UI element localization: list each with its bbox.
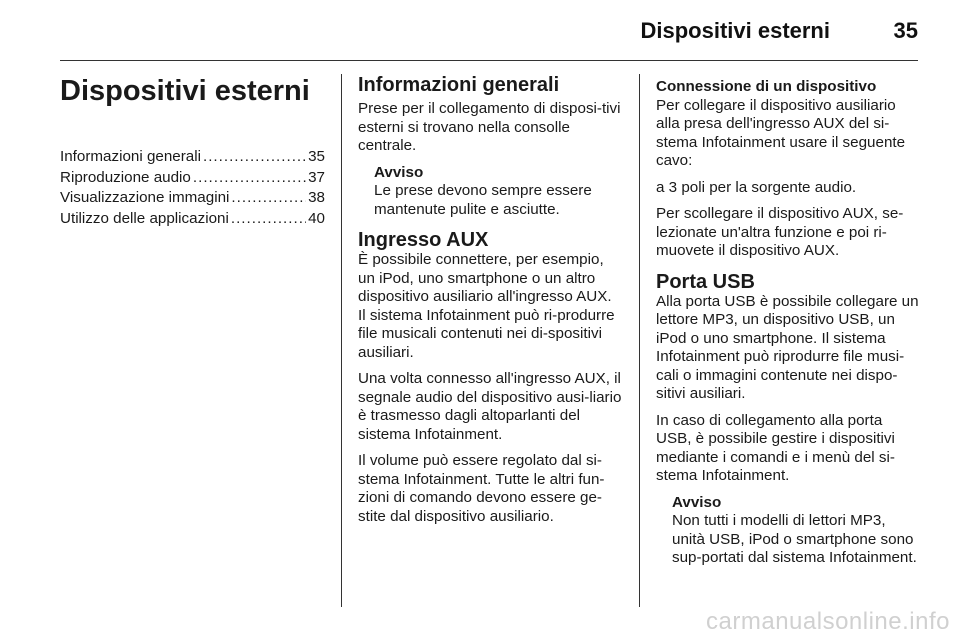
note-title: Avviso [672, 493, 722, 511]
column-divider-2 [639, 74, 640, 607]
column-general [358, 74, 623, 534]
toc-page: 35 [308, 148, 325, 165]
toc-entry[interactable] [60, 189, 325, 208]
section-heading-aux: Ingresso AUX [358, 229, 489, 251]
section-heading-connection: Connessione di un dispositivo [656, 78, 877, 95]
toc-label: Visualizzazione immagini [60, 189, 230, 206]
aux-paragraph: Una volta connesso all'ingresso AUX, il segnale audio del dispositivo ausi-liario è trasmesso dagli altoparlanti del sistema Infotainment. [358, 370, 622, 443]
section-heading-usb: Porta USB [656, 270, 755, 293]
toc-entry[interactable] [60, 148, 325, 167]
toc-leader [203, 148, 306, 167]
toc-leader [193, 169, 306, 188]
note-text: Non tutti i modelli di lettori MP3, unità USB, iPod o smartphone sono sup-portati dal sistema Infotainment. [672, 512, 917, 566]
usb-paragraph: Alla porta USB è possibile collegare un lettore MP3, un dispositivo USB, un iPod o uno smartphone. Il sistema Infotainment può riprodurre file musi-cali o immagini contenute nei dispo-sitivi ausiliari. [656, 292, 919, 402]
connection-paragraph: Per scollegare il dispositivo AUX, se-lezionate un'altra funzione e poi ri-muovete il dispositivo AUX. [656, 205, 904, 259]
connection-paragraph: Per collegare il dispositivo ausiliario alla presa dell'ingresso AUX del si-stema Infotainment usare il seguente cavo: [656, 96, 906, 169]
column-connection-usb [656, 74, 921, 576]
toc-page: 38 [308, 189, 325, 206]
toc-page: 37 [308, 168, 325, 186]
note-text: Le prese devono sempre essere mantenute pulite e asciutte. [374, 182, 592, 218]
note-box [358, 164, 623, 220]
page-number: 35 [893, 18, 918, 43]
connection-paragraph: a 3 poli per la sorgente audio. [656, 178, 857, 196]
section-heading-general: Informazioni generali [358, 74, 560, 96]
page-header-title: Dispositivi esterni [640, 18, 830, 43]
toc-page: 40 [308, 209, 325, 227]
toc-entry[interactable] [60, 210, 325, 229]
usb-paragraph: In caso di collegamento alla porta USB, è possibile gestire i dispositivi mediante i comandi e i menù del si-stema Infotainment. [656, 411, 895, 484]
watermark-url: carmanualsonline.info [706, 608, 950, 635]
general-intro: Prese per il collegamento di disposi-tivi esterni si trovano nella consolle centrale. [358, 100, 621, 154]
aux-paragraph: Il volume può essere regolato dal si-stema Infotainment. Tutte le altri fun-zioni di comando devono essere ge-stite dal dispositivo ausiliario. [358, 452, 605, 525]
aux-paragraph: È possibile connettere, per esempio, un iPod, uno smartphone o un altro dispositivo ausiliario all'ingresso AUX. Il sistema Infotainment può ri-produrre file musicali contenuti nei di-spositivi ausiliari. [358, 251, 615, 361]
note-title: Avviso [374, 163, 424, 181]
column-divider-1 [341, 74, 342, 607]
toc-leader [231, 210, 306, 229]
header-rule [60, 60, 918, 61]
toc-leader [231, 189, 306, 208]
toc-label: Informazioni generali [60, 148, 201, 165]
toc-label: Riproduzione audio [60, 168, 191, 186]
toc-entry[interactable] [60, 169, 325, 188]
column-toc [60, 74, 325, 230]
chapter-title: Dispositivi esterni [60, 75, 310, 107]
note-box [656, 494, 921, 568]
toc-label: Utilizzo delle applicazioni [60, 209, 229, 227]
